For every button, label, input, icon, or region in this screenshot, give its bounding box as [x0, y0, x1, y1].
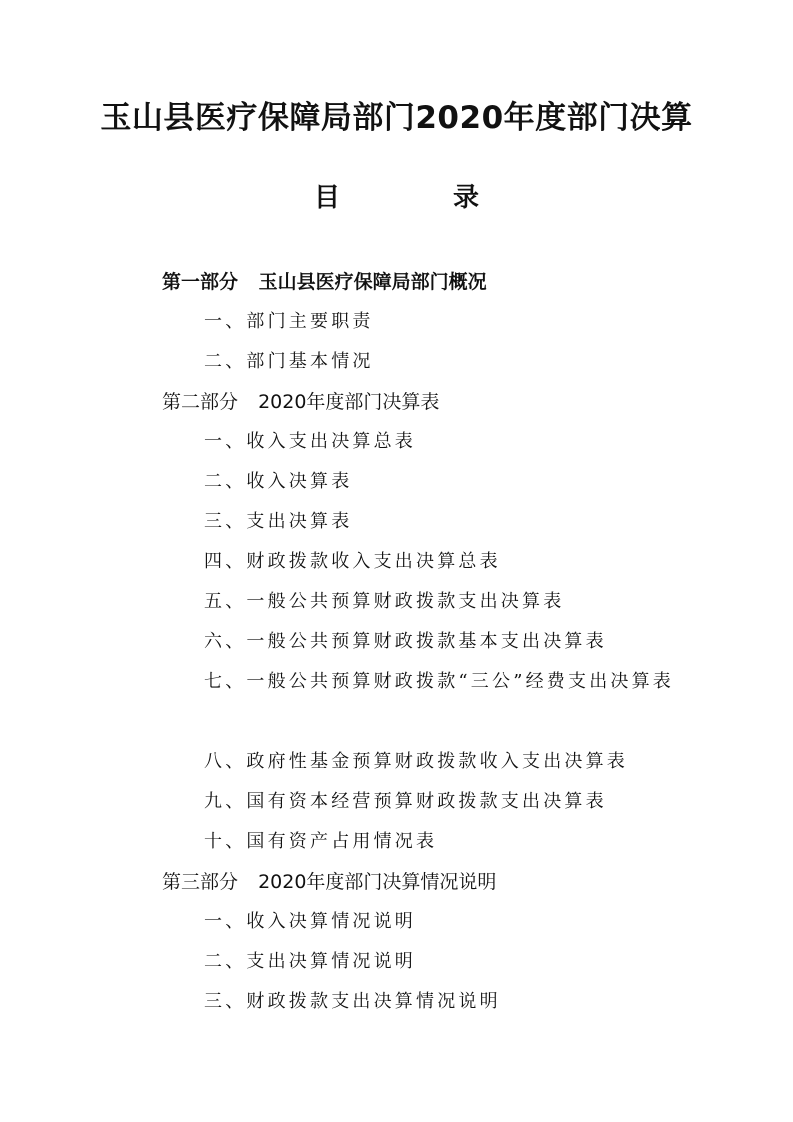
toc-heading: 目 录: [313, 183, 532, 213]
toc-item: 三、支出决算表: [204, 511, 353, 532]
toc-item: 一、收入决算情况说明: [204, 911, 416, 932]
toc-item: 一、收入支出决算总表: [204, 431, 416, 452]
toc-section-part1: [162, 262, 682, 302]
toc-item: 六、一般公共预算财政拨款基本支出决算表: [204, 631, 607, 652]
table-of-contents: [162, 262, 682, 1022]
section-title: 2020年度部门决算情况说明: [258, 871, 497, 893]
toc-item: 三、财政拨款支出决算情况说明: [204, 991, 501, 1012]
toc-item: 二、支出决算情况说明: [204, 951, 416, 972]
toc-item: 一、部门主要职责: [204, 311, 374, 332]
toc-item: 二、部门基本情况: [204, 351, 374, 372]
section-label: 第一部分: [162, 271, 239, 293]
toc-item: 四、财政拨款收入支出决算总表: [204, 551, 501, 572]
toc-item: 二、收入决算表: [204, 471, 353, 492]
toc-section-part3: [162, 862, 682, 902]
toc-section-part2: [162, 382, 682, 422]
page-title: 玉山县医疗保障局部门2020年度部门决算: [100, 100, 693, 136]
toc-item: 十、国有资产占用情况表: [204, 831, 438, 852]
toc-item: 九、国有资本经营预算财政拨款支出决算表: [204, 791, 607, 812]
toc-item: 八、政府性基金预算财政拨款收入支出决算表: [204, 751, 628, 772]
section-title: 2020年度部门决算表: [258, 391, 440, 413]
section-label: 第二部分: [162, 391, 239, 413]
toc-item: 七、一般公共预算财政拨款“三公”经费支出决算表: [204, 671, 675, 692]
section-label: 第三部分: [162, 871, 239, 893]
section-title: 玉山县医疗保障局部门概况: [258, 271, 487, 293]
toc-item: 五、一般公共预算财政拨款支出决算表: [204, 591, 565, 612]
